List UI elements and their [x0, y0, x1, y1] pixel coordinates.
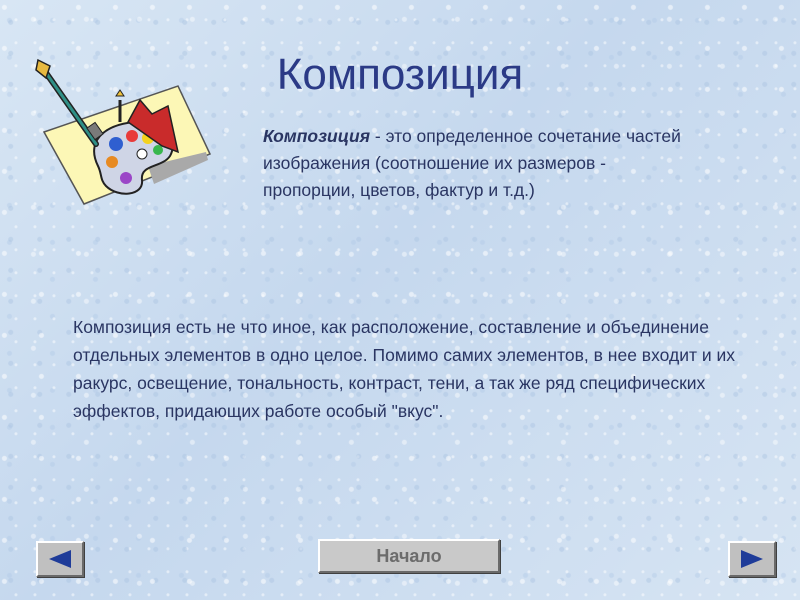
triangle-right-icon: [737, 548, 767, 570]
definition-body: - это определенное сочетание частей изображения (соотношение их размеров - пропорции, цветов, фактур и т.д.): [263, 126, 681, 200]
previous-slide-button[interactable]: [36, 541, 84, 577]
slide-title: Композиция: [276, 50, 524, 99]
definition-text: [263, 123, 703, 204]
body-paragraph: Композиция есть не что иное, как расположение, составление и объединение отдельных элементов в одно целое. Помимо самих элементов, в нее входит и их ракурс, освещение, тональность, контраст, тени, а так же ряд специфических эффектов, придающих работе особый "вкус".: [73, 317, 736, 421]
next-slide-button[interactable]: [728, 541, 776, 577]
triangle-left-icon: [45, 548, 75, 570]
paint-palette-clipart: [28, 56, 218, 216]
home-button[interactable]: Начало: [318, 539, 500, 573]
definition-term: Композиция: [263, 126, 371, 146]
